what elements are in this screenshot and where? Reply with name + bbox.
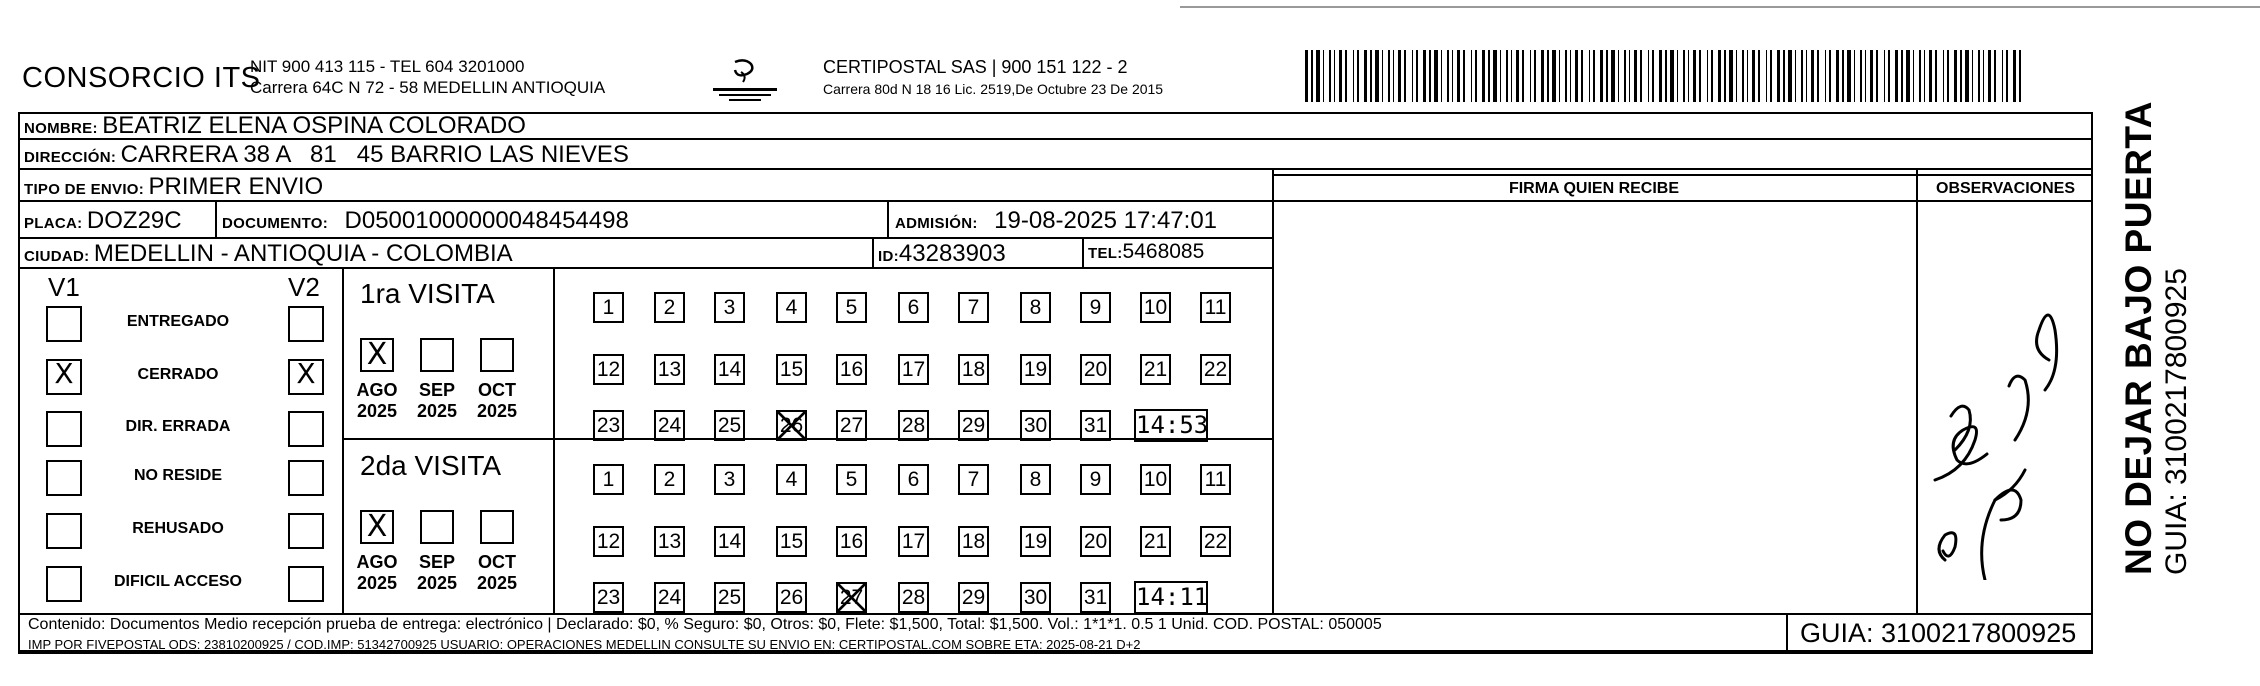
day-box[interactable]: 13 [654, 526, 685, 557]
barcode-bar [1783, 50, 1785, 102]
day-box[interactable]: 31 [1080, 410, 1111, 441]
barcode-bar [1729, 50, 1733, 102]
barcode-bar [1305, 50, 1308, 102]
status-label: CERRADO [137, 366, 219, 383]
footer-contenido: Contenido: Documentos Medio recepción prueba de entrega: electrónico | Declarado: $0, % Seguro: $0, Otros: $0, Flete: $1,500, Total: $1,500. Vol.: 1*1*1. 0.5 1 Unid. COD. POSTAL: 050005 [28, 616, 1382, 633]
tel-field [1088, 240, 1204, 264]
barcode-bar [1983, 50, 1984, 102]
month-checkbox[interactable] [480, 338, 514, 372]
barcode-bar [1452, 50, 1453, 102]
status-label: DIFICIL ACCESO [113, 573, 242, 590]
side-guia: GUIA: 3100217800925 [2160, 268, 2193, 575]
barcode-bar [1600, 50, 1603, 102]
barcode-bar [1581, 50, 1583, 102]
barcode-bar [1475, 50, 1477, 102]
day-box[interactable]: 6 [898, 464, 929, 495]
barcode-bar [1895, 50, 1898, 102]
barcode-bar [1978, 50, 1980, 102]
day-box[interactable]: 20 [1080, 526, 1111, 557]
placa-label: PLACA: [24, 215, 83, 232]
barcode-bar [1758, 50, 1760, 102]
placa-field [24, 207, 182, 235]
barcode-bar [1842, 50, 1844, 102]
status-v2-checkbox[interactable] [288, 306, 324, 342]
barcode-bar [1629, 50, 1630, 102]
month-label-group [352, 552, 402, 594]
barcode-bar [1994, 50, 1996, 102]
day-box[interactable]: 5 [836, 464, 867, 495]
day-box[interactable]: 29 [958, 410, 989, 441]
day-box[interactable]: 19 [1020, 354, 1051, 385]
ciudad-label: CIUDAD: [24, 248, 90, 265]
footer-imp: IMP POR FIVEPOSTAL ODS: 23810200925 / COD.IMP: 51342700925 USUARIO: OPERACIONES MEDELLIN CONSULTE SU ENVIO EN: CERTIPOSTAL.COM SOBRE ETA: 2025-08-21 D+2 [28, 637, 1141, 652]
barcode-bar [1724, 50, 1726, 102]
month-label-group [352, 380, 402, 422]
barcode-bar [1924, 50, 1925, 102]
year-label: 2025 [476, 401, 518, 421]
barcode-bar [1463, 50, 1465, 102]
nit-line: NIT 900 413 115 - TEL 604 3201000 [250, 57, 525, 76]
id-value: 43283903 [898, 240, 1006, 267]
barcode-bar [1559, 50, 1560, 102]
day-box[interactable]: 10 [1140, 464, 1171, 495]
barcode-bar [1659, 50, 1662, 102]
barcode-bar [1516, 50, 1519, 102]
day-box[interactable]: 21 [1140, 526, 1171, 557]
day-box[interactable]: 25 [714, 582, 745, 613]
barcode-bar [1865, 50, 1866, 102]
day-box[interactable]: 1 [593, 292, 624, 323]
day-box[interactable]: 8 [1020, 292, 1051, 323]
admision-label: ADMISIÓN: [895, 215, 978, 232]
barcode-bar [1493, 50, 1497, 102]
barcode-bar [1423, 50, 1426, 102]
barcode-bar [1707, 50, 1708, 102]
year-label: 2025 [476, 573, 518, 593]
direccion-label: DIRECCIÓN: [24, 149, 117, 166]
month-checkbox[interactable]: X [360, 338, 394, 372]
year-label: 2025 [356, 573, 398, 593]
id-field [878, 240, 1006, 268]
day-box[interactable]: 17 [898, 354, 929, 385]
barcode-bar [1943, 50, 1944, 102]
barcode-bar [1522, 50, 1524, 102]
time-box[interactable]: 14:11 [1134, 581, 1208, 614]
status-v1-checkbox[interactable] [46, 411, 82, 447]
status-v2-checkbox[interactable] [288, 566, 324, 602]
barcode-bar [2013, 50, 2016, 102]
barcode-bar [1311, 50, 1313, 102]
barcode-bar [1836, 50, 1839, 102]
address-line: Carrera 64C N 72 - 58 MEDELLIN ANTIOQUIA [250, 78, 606, 97]
barcode-bar [1817, 50, 1819, 102]
placa-value: DOZ29C [86, 207, 182, 234]
barcode-bar [1530, 50, 1531, 102]
day-box[interactable]: 29 [958, 582, 989, 613]
top-edge-line [1180, 6, 2260, 8]
year-label: 2025 [416, 401, 458, 421]
barcode-bar [1847, 50, 1851, 102]
day-box[interactable]: 24 [654, 410, 685, 441]
barcode-bar [2002, 50, 2003, 102]
day-box[interactable]: 12 [593, 354, 624, 385]
month-checkbox[interactable]: X [360, 510, 394, 544]
status-v1-checkbox[interactable] [46, 566, 82, 602]
status-v2-checkbox[interactable]: X [288, 359, 324, 395]
barcode-bar [1693, 50, 1696, 102]
day-box[interactable]: 24 [654, 582, 685, 613]
side-notice [2118, 101, 2194, 575]
barcode-bar [1575, 50, 1578, 102]
brand-name: CONSORCIO ITS [22, 62, 261, 94]
day-box[interactable]: 18 [958, 526, 989, 557]
barcode-bar [1457, 50, 1460, 102]
barcode-bar [1665, 50, 1667, 102]
month-checkbox[interactable] [420, 510, 454, 544]
day-box[interactable]: 15 [776, 354, 807, 385]
month-checkbox[interactable] [480, 510, 514, 544]
barcode-bar [1511, 50, 1512, 102]
barcode-bar [1434, 50, 1438, 102]
barcode-bar [1316, 50, 1320, 102]
visit-title: 2da VISITA [360, 450, 502, 481]
day-box[interactable]: 14 [714, 354, 745, 385]
barcode-bar [1534, 50, 1536, 102]
day-box[interactable]: 17 [898, 526, 929, 557]
status-v1-checkbox[interactable] [46, 306, 82, 342]
status-label: REHUSADO [132, 520, 224, 537]
day-box[interactable]: 6 [898, 292, 929, 323]
month-label: OCT [478, 552, 516, 572]
barcode-bar [1634, 50, 1637, 102]
day-box[interactable]: 28 [898, 582, 929, 613]
barcode-bar [1375, 50, 1379, 102]
month-checkbox[interactable] [420, 338, 454, 372]
barcode-bar [1640, 50, 1642, 102]
barcode-bar [1404, 50, 1406, 102]
barcode-bar [1929, 50, 1932, 102]
barcode-bar [1711, 50, 1713, 102]
day-box[interactable]: 26 [776, 410, 807, 441]
id-label: ID: [878, 248, 899, 265]
day-box[interactable]: 20 [1080, 354, 1111, 385]
day-box[interactable]: 12 [593, 526, 624, 557]
month-label-group [412, 552, 462, 594]
status-label: NO RESIDE [133, 467, 222, 484]
barcode-bar [1429, 50, 1431, 102]
month-label-group [412, 380, 462, 422]
day-box[interactable]: 7 [958, 292, 989, 323]
barcode-bar [1393, 50, 1394, 102]
barcode-bar [1860, 50, 1862, 102]
barcode-bar [1699, 50, 1701, 102]
barcode-bar [1683, 50, 1685, 102]
barcode-bar [1345, 50, 1347, 102]
nombre-label: NOMBRE: [24, 120, 98, 137]
day-box[interactable]: 27 [836, 410, 867, 441]
status-v1-checkbox[interactable] [46, 513, 82, 549]
day-box[interactable]: 4 [776, 464, 807, 495]
barcode-bar [1471, 50, 1472, 102]
barcode-bar [1811, 50, 1814, 102]
day-box[interactable]: 23 [593, 582, 624, 613]
day-box[interactable]: 9 [1080, 292, 1111, 323]
certipostal-info [823, 56, 1163, 100]
status-label: ENTREGADO [126, 313, 230, 330]
month-label-group [472, 552, 522, 594]
barcode-bar [1334, 50, 1335, 102]
day-box[interactable]: 1 [593, 464, 624, 495]
barcode-bar [1677, 50, 1678, 102]
nombre-row [24, 112, 526, 140]
barcode-bar [1947, 50, 1949, 102]
time-box[interactable]: 14:53 [1134, 409, 1208, 442]
day-box[interactable]: 2 [654, 292, 685, 323]
barcode-bar [1611, 50, 1615, 102]
documento-value: D05001000000048454498 [344, 207, 629, 234]
barcode-bar [1398, 50, 1401, 102]
tipo-value: PRIMER ENVIO [148, 173, 324, 200]
day-box[interactable]: 3 [714, 464, 745, 495]
barcode-bar [1323, 50, 1324, 102]
barcode-bar [1357, 50, 1359, 102]
barcode-bar [1747, 50, 1748, 102]
status-v2-checkbox[interactable] [288, 411, 324, 447]
tipo-row [24, 173, 323, 201]
barcode-bar [1876, 50, 1878, 102]
company-info [250, 56, 605, 98]
day-box[interactable]: 19 [1020, 526, 1051, 557]
barcode-bar [1364, 50, 1367, 102]
barcode-bar [1541, 50, 1544, 102]
barcode-bar [1370, 50, 1372, 102]
admision-value: 19-08-2025 17:47:01 [994, 207, 1218, 234]
day-box[interactable]: 16 [836, 526, 867, 557]
documento-label: DOCUMENTO: [222, 215, 329, 232]
barcode-bar [1624, 50, 1626, 102]
barcode-bar [1788, 50, 1792, 102]
day-box[interactable]: 22 [1200, 354, 1231, 385]
month-label: AGO [356, 380, 398, 400]
certipostal-sub: Carrera 80d N 18 16 Lic. 2519,De Octubre 23 De 2015 [823, 81, 1164, 97]
day-box[interactable]: 30 [1020, 410, 1051, 441]
barcode-bar [1825, 50, 1826, 102]
day-box[interactable]: 11 [1200, 292, 1231, 323]
barcode-bar [1988, 50, 1991, 102]
barcode-bar [1752, 50, 1755, 102]
month-label-group [472, 380, 522, 422]
barcode-bar [1570, 50, 1571, 102]
tel-label: TEL: [1088, 245, 1123, 262]
direccion-row [24, 141, 629, 169]
direccion-value: CARRERA 38 A 81 45 BARRIO LAS NIEVES [120, 141, 629, 168]
day-box[interactable]: 22 [1200, 526, 1231, 557]
day-box[interactable]: 25 [714, 410, 745, 441]
firma-header: FIRMA QUIEN RECIBE [1508, 180, 1680, 197]
barcode-bar [1353, 50, 1354, 102]
day-box[interactable]: 21 [1140, 354, 1171, 385]
day-box[interactable]: 13 [654, 354, 685, 385]
status-v2-checkbox[interactable] [288, 460, 324, 496]
barcode-bar [1565, 50, 1567, 102]
barcode-bar [1718, 50, 1721, 102]
barcode-bar [1382, 50, 1383, 102]
month-label: SEP [418, 380, 456, 400]
barcode-bar [2006, 50, 2008, 102]
barcode-bar [2019, 50, 2021, 102]
nombre-value: BEATRIZ ELENA OSPINA COLORADO [102, 112, 526, 139]
barcode-bar [1606, 50, 1608, 102]
footer-guia: GUIA: 3100217800925 [1800, 618, 2077, 648]
barcode-bar [1688, 50, 1689, 102]
barcode-bar [1589, 50, 1590, 102]
barcode-bar [1736, 50, 1737, 102]
day-box[interactable]: 15 [776, 526, 807, 557]
year-label: 2025 [356, 401, 398, 421]
barcode-bar [1777, 50, 1780, 102]
barcode-bar [1652, 50, 1654, 102]
day-box[interactable]: 10 [1140, 292, 1171, 323]
day-box[interactable]: 23 [593, 410, 624, 441]
barcode-bar [1670, 50, 1674, 102]
month-label: AGO [356, 552, 398, 572]
barcode-bar [1901, 50, 1903, 102]
barcode-bar [1935, 50, 1937, 102]
day-box[interactable]: 27 [836, 582, 867, 613]
month-label: OCT [478, 380, 516, 400]
barcode-bar [1441, 50, 1442, 102]
barcode-bar [1888, 50, 1890, 102]
barcode-bar [1506, 50, 1508, 102]
observaciones-header: OBSERVACIONES [1936, 180, 2075, 197]
day-box[interactable]: 8 [1020, 464, 1051, 495]
day-box[interactable]: 16 [836, 354, 867, 385]
certipostal-logo-icon [705, 56, 785, 106]
barcode-bar [1488, 50, 1490, 102]
day-box[interactable]: 7 [958, 464, 989, 495]
day-box[interactable]: 18 [958, 354, 989, 385]
status-v2-checkbox[interactable] [288, 513, 324, 549]
month-label: SEP [418, 552, 456, 572]
barcode-bar [1742, 50, 1744, 102]
v1-header: V1 [48, 272, 80, 302]
year-label: 2025 [416, 573, 458, 593]
barcode-bar [1412, 50, 1413, 102]
day-box[interactable]: 3 [714, 292, 745, 323]
barcode-bar [1854, 50, 1855, 102]
barcode-bar [1906, 50, 1910, 102]
barcode-bar [1547, 50, 1549, 102]
barcode-bar [1618, 50, 1619, 102]
barcode-bar [1829, 50, 1831, 102]
barcode-bar [1329, 50, 1331, 102]
day-box[interactable]: 4 [776, 292, 807, 323]
tel-value: 5468085 [1122, 240, 1205, 263]
admision-field [895, 207, 1217, 235]
tipo-label: TIPO DE ENVIO: [24, 181, 145, 198]
certipostal-line: CERTIPOSTAL SAS | 900 151 122 - 2 [823, 57, 1128, 77]
documento-field [222, 207, 629, 235]
barcode-bar [1416, 50, 1418, 102]
day-box[interactable]: 9 [1080, 464, 1111, 495]
status-label: DIR. ERRADA [125, 418, 231, 435]
barcode-bar [1960, 50, 1962, 102]
side-warning: NO DEJAR BAJO PUERTA [2118, 101, 2159, 575]
barcode-bar [1806, 50, 1807, 102]
status-v1-checkbox[interactable] [46, 460, 82, 496]
barcode-bar [1339, 50, 1342, 102]
barcode-bar [1500, 50, 1501, 102]
visit-title: 1ra VISITA [360, 278, 495, 309]
day-box[interactable]: 31 [1080, 582, 1111, 613]
day-box[interactable]: 5 [836, 292, 867, 323]
barcode-bar [1884, 50, 1885, 102]
status-v1-checkbox[interactable]: X [46, 359, 82, 395]
barcode-bar [1801, 50, 1803, 102]
barcode-bar [1795, 50, 1796, 102]
day-box[interactable]: 11 [1200, 464, 1231, 495]
barcode-bar [1482, 50, 1485, 102]
day-box[interactable]: 30 [1020, 582, 1051, 613]
recipient-signature [1925, 250, 2075, 580]
barcode-bar [1919, 50, 1921, 102]
barcode-bar [1870, 50, 1873, 102]
barcode-bar [1913, 50, 1914, 102]
day-box[interactable]: 28 [898, 410, 929, 441]
barcode [1305, 50, 2025, 102]
barcode-bar [1593, 50, 1595, 102]
barcode-bar [1954, 50, 1957, 102]
day-box[interactable]: 14 [714, 526, 745, 557]
barcode-bar [1766, 50, 1767, 102]
barcode-bar [1770, 50, 1772, 102]
barcode-bar [1965, 50, 1969, 102]
day-box[interactable]: 26 [776, 582, 807, 613]
barcode-bar [1648, 50, 1649, 102]
barcode-bar [1552, 50, 1556, 102]
ciudad-field [24, 240, 513, 268]
barcode-bar [1388, 50, 1390, 102]
ciudad-value: MEDELLIN - ANTIOQUIA - COLOMBIA [93, 240, 513, 267]
day-box[interactable]: 2 [654, 464, 685, 495]
barcode-bar [1972, 50, 1973, 102]
v2-header: V2 [288, 272, 320, 302]
barcode-bar [1447, 50, 1449, 102]
